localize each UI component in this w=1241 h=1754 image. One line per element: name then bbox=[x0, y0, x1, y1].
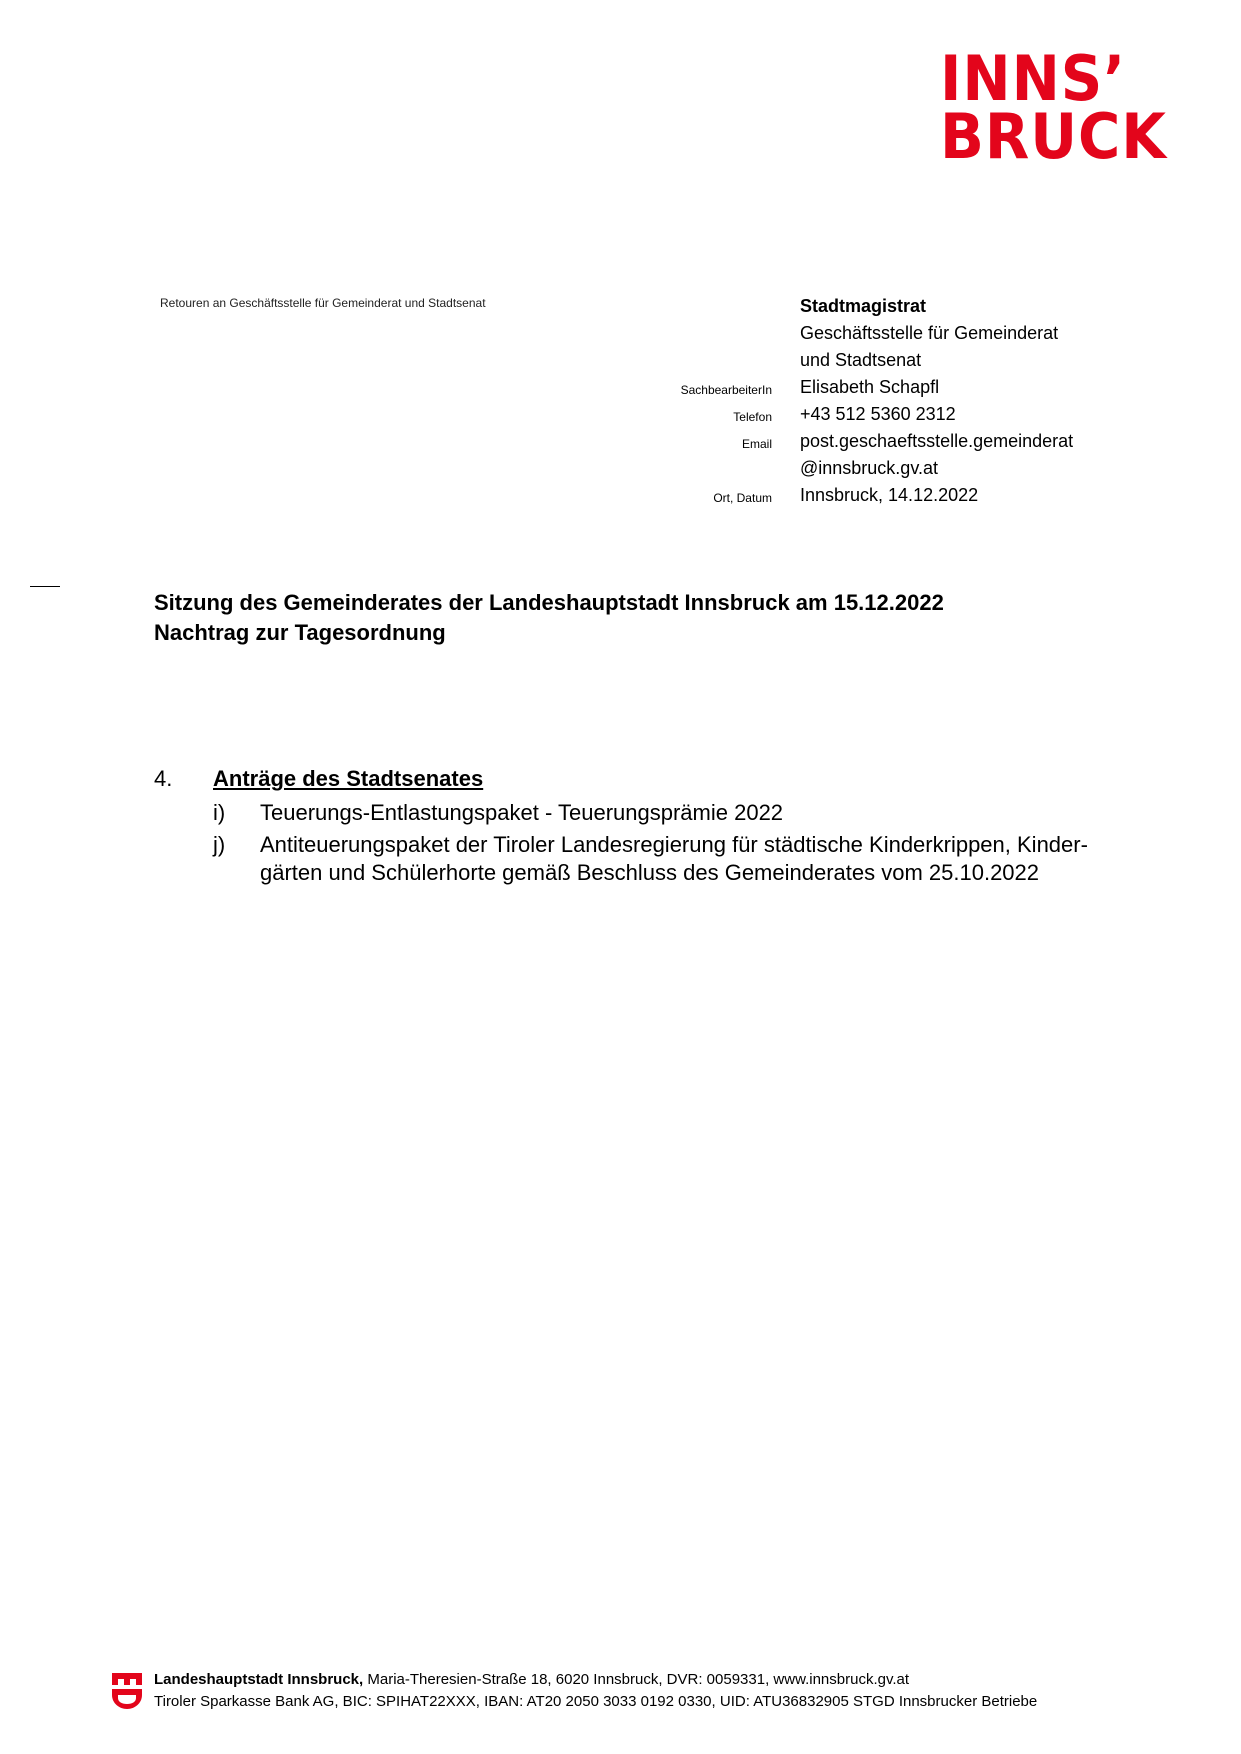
innsbruck-logo bbox=[940, 42, 1177, 173]
logo-line-1: INNS’ bbox=[940, 42, 1127, 115]
footer-org-name: Landeshauptstadt Innsbruck, bbox=[154, 1671, 364, 1688]
date-row bbox=[560, 482, 1140, 509]
agenda-item-letter: i) bbox=[213, 800, 226, 825]
sender-org-row bbox=[560, 293, 1140, 320]
place-date: Innsbruck, 14.12.2022 bbox=[800, 485, 979, 505]
footer-address: Maria-Theresien-Straße 18, 6020 Innsbruck, DVR: 0059331, www.innsbruck.gv.at bbox=[363, 1671, 910, 1688]
email-row-2 bbox=[560, 455, 1140, 482]
clerk-row bbox=[560, 374, 1140, 401]
footer-text bbox=[154, 1669, 1037, 1713]
sender-dept-row-2 bbox=[560, 347, 1140, 374]
subject-line-2: Nachtrag zur Tagesordnung bbox=[154, 620, 446, 645]
sender-block bbox=[560, 293, 1140, 509]
date-label: Ort, Datum bbox=[713, 491, 772, 505]
logo-line-2: BRUCK bbox=[940, 100, 1167, 173]
agenda-item bbox=[154, 799, 1154, 827]
agenda-item-text: Teuerungs-Entlastungspaket - Teuerungsprämie 2022 bbox=[260, 800, 784, 825]
agenda-item-text: Antiteuerungspaket der Tiroler Landesregierung für städtische Kinderkrippen, Kinder- gärten und Schülerhorte gemäß Beschluss des Gemeinderates vom 25.10.2022 bbox=[260, 832, 1088, 885]
sender-dept-line-2: und Stadtsenat bbox=[800, 350, 922, 370]
return-address: Retouren an Geschäftsstelle für Gemeinderat und Stadtsenat bbox=[160, 296, 486, 310]
phone-row bbox=[560, 401, 1140, 428]
sender-dept-row-1 bbox=[560, 320, 1140, 347]
phone-label: Telefon bbox=[733, 410, 772, 424]
agenda-item bbox=[154, 831, 1154, 887]
agenda-number: 4. bbox=[154, 766, 173, 791]
fold-mark bbox=[30, 586, 60, 587]
agenda-item-letter: j) bbox=[213, 832, 226, 857]
innsbruck-coat-of-arms-icon bbox=[110, 1671, 144, 1711]
sender-org: Stadtmagistrat bbox=[800, 296, 927, 316]
email-row bbox=[560, 428, 1140, 455]
agenda-section bbox=[154, 763, 1154, 887]
email-label: Email bbox=[741, 437, 772, 451]
clerk-name: Elisabeth Schapfl bbox=[800, 377, 940, 397]
footer-bank: Tiroler Sparkasse Bank AG, BIC: SPIHAT22XXX, IBAN: AT20 2050 3033 0192 0330, UID: ATU36832905 STGD Innsbrucker Betriebe bbox=[154, 1693, 1038, 1710]
sender-dept-line-1: Geschäftsstelle für Gemeinderat bbox=[800, 323, 1059, 343]
subject bbox=[154, 588, 944, 648]
phone-number: +43 512 5360 2312 bbox=[800, 404, 956, 424]
footer-line-1 bbox=[154, 1669, 1037, 1691]
email-line-2: @innsbruck.gv.at bbox=[800, 458, 938, 478]
agenda-heading bbox=[154, 763, 1154, 795]
clerk-label: SachbearbeiterIn bbox=[680, 383, 772, 397]
subject-line-1: Sitzung des Gemeinderates der Landeshauptstadt Innsbruck am 15.12.2022 bbox=[154, 590, 944, 615]
email-line-1: post.geschaeftsstelle.gemeinderat bbox=[800, 431, 1074, 451]
agenda-title: Anträge des Stadtsenates bbox=[213, 766, 484, 791]
